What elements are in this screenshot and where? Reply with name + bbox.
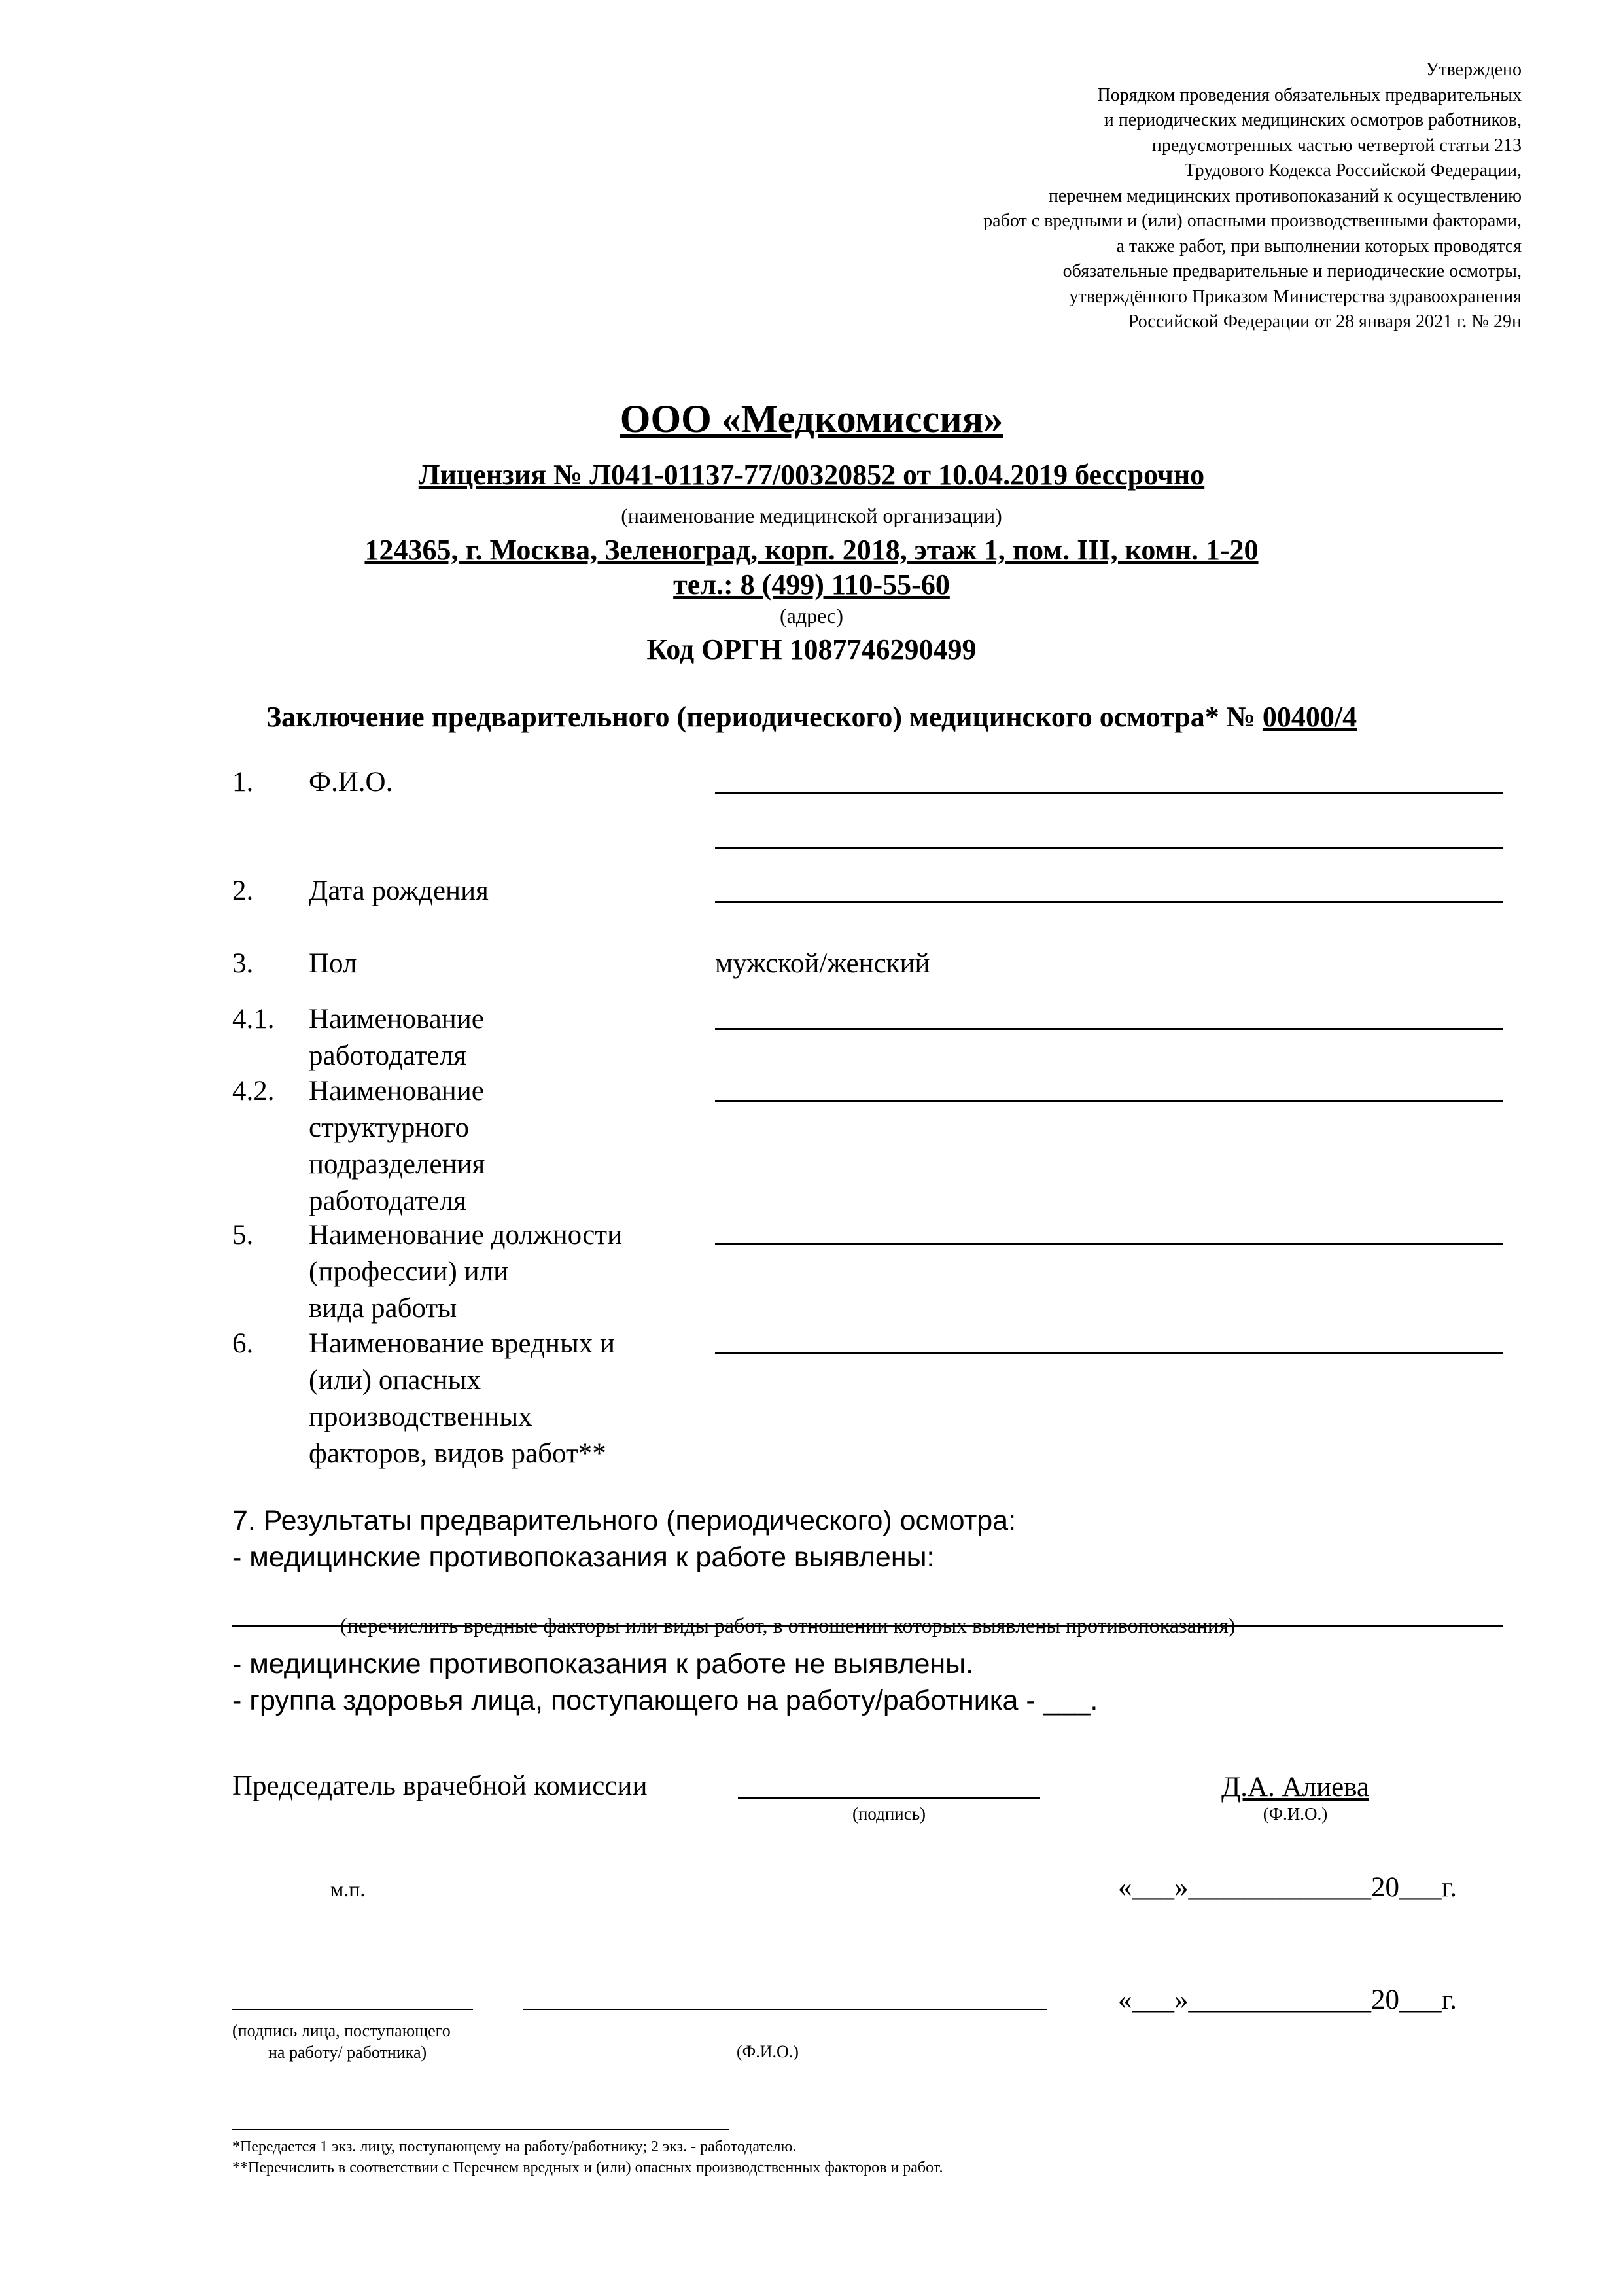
division-label <box>309 1073 485 1220</box>
division-label-line: подразделения <box>309 1149 485 1180</box>
license-line: Лицензия № Л041-01137-77/00320852 от 10.04.2019 бессрочно <box>418 459 1205 491</box>
field-number: 5. <box>232 1220 254 1250</box>
fio-caption: (Ф.И.О.) <box>1263 1804 1328 1824</box>
field-number: 4.1. <box>232 1004 275 1034</box>
position-label-line: (профессии) или <box>309 1256 509 1287</box>
employer-label-line: работодателя <box>309 1040 466 1071</box>
contraindications-caption: (перечислить вредные факторы или виды работ, в отношении которых выявлены противопоказания) <box>340 1614 1236 1637</box>
sex-label: Пол <box>309 948 357 979</box>
factors-label-line: производственных <box>309 1402 532 1432</box>
footnote-2: **Перечислить в соответствии с Перечнем вредных и (или) опасных производственных факторов и работ. <box>232 2159 943 2176</box>
field-number: 6. <box>232 1328 254 1359</box>
approval-line: Утверждено <box>1425 60 1522 80</box>
organization-name: ООО «Медкомиссия» <box>620 397 1003 440</box>
approval-line: а также работ, при выполнении которых проводятся <box>1116 236 1522 256</box>
sex-value: мужской/женский <box>715 948 930 979</box>
field-number: 3. <box>232 948 254 979</box>
phone-line: тел.: 8 (499) 110-55-60 <box>673 569 950 601</box>
employee-signature-caption-line: (подпись лица, поступающего <box>232 2021 451 2040</box>
address-line: 124365, г. Москва, Зеленоград, корп. 2018, этаж 1, пом. III, комн. 1-20 <box>364 534 1259 566</box>
signature-caption: (подпись) <box>852 1804 926 1824</box>
date-field-2[interactable]: «___»_____________20___г. <box>1118 1985 1457 2015</box>
employee-signature-caption <box>232 2020 451 2063</box>
contraindications-not-found: - медицинские противопоказания к работе не выявлены. <box>232 1648 974 1680</box>
results-heading: 7. Результаты предварительного (периодического) осмотра: <box>232 1505 1017 1536</box>
birth-date-label: Дата рождения <box>309 875 489 906</box>
position-label <box>309 1217 622 1327</box>
factors-label-line: факторов, видов работ** <box>309 1438 606 1469</box>
approval-block <box>606 58 1522 335</box>
footnote-1: *Передается 1 экз. лицу, поступающему на работу/работнику; 2 экз. - работодателю. <box>232 2138 797 2155</box>
employer-label-line: Наименование <box>309 1004 484 1034</box>
fio-field-line-2[interactable] <box>715 847 1503 849</box>
approval-line: работ с вредными и (или) опасными производственными факторами, <box>983 211 1522 231</box>
factors-label <box>309 1326 615 1472</box>
health-group: - группа здоровья лица, поступающего на работу/работника - ___. <box>232 1685 1098 1716</box>
employee-name-line[interactable] <box>523 2009 1047 2010</box>
approval-line: перечнем медицинских противопоказаний к осуществлению <box>1048 185 1522 206</box>
footnote-divider <box>232 2129 729 2130</box>
position-field-line[interactable] <box>715 1243 1503 1245</box>
approval-line: обязательные предварительные и периодические осмотры, <box>1062 261 1522 281</box>
approval-line: предусмотренных частью четвертой статьи 213 <box>1151 135 1522 156</box>
division-label-line: Наименование <box>309 1076 484 1106</box>
position-label-line: Наименование должности <box>309 1220 623 1250</box>
address-caption: (адрес) <box>780 604 843 627</box>
ogrn-code: Код ОРГН 1087746290499 <box>646 633 977 665</box>
chair-name: Д.А. Алиева <box>1221 1772 1370 1803</box>
chair-label: Председатель врачебной комиссии <box>232 1771 648 1801</box>
conclusion-number: 00400/4 <box>1262 701 1357 733</box>
employee-fio-caption: (Ф.И.О.) <box>737 2042 799 2061</box>
birth-date-field-line[interactable] <box>715 901 1503 903</box>
field-number: 4.2. <box>232 1076 275 1106</box>
approval-line: Порядком проведения обязательных предварительных <box>1097 84 1522 105</box>
division-field-line[interactable] <box>715 1100 1503 1102</box>
conclusion-title <box>0 700 1623 733</box>
position-label-line: вида работы <box>309 1293 457 1324</box>
field-number: 1. <box>232 767 254 798</box>
factors-label-line: Наименование вредных и <box>309 1328 616 1359</box>
factors-field-line[interactable] <box>715 1352 1503 1354</box>
organization-caption: (наименование медицинской организации) <box>621 504 1002 527</box>
chair-signature-line[interactable] <box>738 1797 1040 1799</box>
approval-line: и периодических медицинских осмотров работников, <box>1104 110 1522 130</box>
contraindications-found: - медицинские противопоказания к работе выявлены: <box>232 1542 935 1573</box>
approval-line: Российской Федерации от 28 января 2021 г. № 29н <box>1128 311 1522 332</box>
field-number: 2. <box>232 875 254 906</box>
date-field-1[interactable]: «___»_____________20___г. <box>1118 1872 1457 1903</box>
conclusion-title-text: Заключение предварительного (периодического) медицинского осмотра* № <box>266 701 1263 733</box>
approval-line: Трудового Кодекса Российской Федерации, <box>1184 160 1522 181</box>
fio-label: Ф.И.О. <box>309 767 393 798</box>
employee-signature-caption-line: на работу/ работника) <box>268 2043 427 2062</box>
employer-label <box>309 1001 484 1074</box>
employee-signature-line[interactable] <box>232 2009 473 2010</box>
fio-field-line-1[interactable] <box>715 792 1503 794</box>
employer-field-line[interactable] <box>715 1028 1503 1030</box>
division-label-line: работодателя <box>309 1186 466 1216</box>
approval-line: утверждённого Приказом Министерства здравоохранения <box>1069 286 1522 307</box>
factors-label-line: (или) опасных <box>309 1365 481 1396</box>
division-label-line: структурного <box>309 1112 469 1143</box>
stamp-place: м.п. <box>330 1877 366 1901</box>
